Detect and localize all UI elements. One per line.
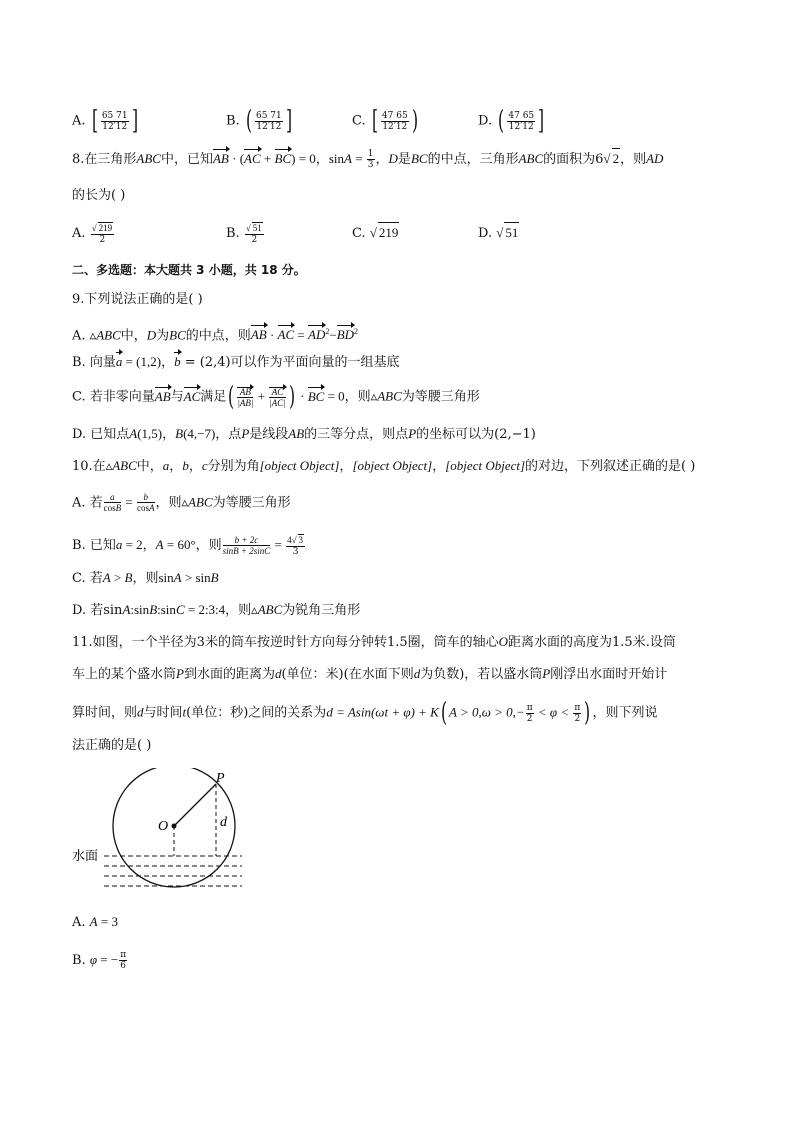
q11-option-b[interactable] — [72, 950, 128, 971]
math: A — [173, 570, 182, 585]
math: ) = 0， — [291, 151, 329, 166]
math: :sin — [130, 602, 150, 617]
math: ABC — [188, 494, 213, 510]
fraction-den: A — [149, 503, 155, 513]
fraction-den: 3 — [292, 547, 299, 557]
math: · — [266, 327, 278, 343]
option-letter: A. — [72, 226, 86, 241]
vector: AB — [213, 149, 229, 169]
triangle-symbol: ▵ — [181, 495, 189, 511]
sqrt: 2 — [612, 148, 621, 169]
section-heading: 二、多选题：本大题共 3 小题，共 18 分。 — [72, 263, 306, 277]
fraction-den: 2 — [251, 235, 258, 245]
text: 为负数)，若以盛水筒 — [420, 667, 543, 682]
fraction-num: AC — [269, 387, 285, 398]
interval-bottom: 12′12 — [256, 121, 282, 132]
math: · — [296, 388, 308, 404]
vector: AC — [278, 325, 295, 345]
option-letter: A. — [72, 915, 90, 930]
sqrt: 51 — [252, 223, 262, 233]
q9-option-a[interactable] — [72, 322, 358, 346]
interval-bracket: [ — [91, 106, 98, 136]
math: = 0，则 — [324, 388, 371, 404]
interval-bracket: ( — [498, 106, 505, 136]
math: = — [294, 327, 309, 343]
text: ，则下列说 — [592, 705, 658, 721]
option-letter: D. — [478, 226, 493, 241]
q11-stem-line3: 算时间，则d与时间t(单位：秒)之间的关系为d = Asin(ωt + φ) + K( A > 0,ω > 0,− $\frac{\pi}{2}$ < φ < $\frac{\pi}{2}$ ) ，则下列说 — [72, 698, 658, 728]
math: d — [274, 666, 282, 681]
text: 到水面的距离为 — [183, 667, 275, 682]
q7-option-b[interactable] — [226, 108, 294, 134]
q10-option-d[interactable] — [72, 600, 360, 621]
vector: b — [174, 352, 181, 372]
triangle-symbol: ▵ — [251, 603, 258, 618]
q9-option-b[interactable] — [72, 352, 400, 373]
text: (单位：米)(在水面下则 — [281, 667, 414, 682]
math: [object Object] — [445, 458, 526, 473]
q11-stem-line4: 法正确的是( ) — [72, 738, 152, 753]
math: ABC — [257, 602, 283, 617]
math: ，则sin — [132, 570, 174, 585]
math: a — [115, 537, 123, 552]
label-o: O — [158, 819, 169, 834]
vector: BC — [275, 149, 292, 169]
fraction-num: AB — [237, 387, 253, 398]
label-d: d — [220, 815, 227, 830]
math: C — [175, 602, 185, 617]
math: P — [241, 426, 250, 441]
vector: BC — [308, 387, 325, 407]
option-letter: C. — [352, 113, 366, 129]
math: = — [271, 537, 286, 552]
fraction-den: 3 — [367, 160, 374, 170]
text: 车上的某个盛水筒 — [72, 667, 177, 682]
q11-stem-line2 — [72, 664, 667, 685]
text: 中，已知 — [160, 152, 213, 167]
math: ABC — [136, 151, 161, 166]
math: c — [201, 458, 208, 473]
math: (1,5)， — [137, 426, 176, 441]
math: = 2:3:4，则 — [184, 602, 252, 617]
exponent: 2 — [325, 327, 330, 336]
math: d — [137, 704, 144, 720]
interval-bottom: 12′12 — [508, 121, 534, 132]
math: + — [260, 151, 275, 166]
fraction-num: 4 — [287, 535, 292, 545]
text: (单位：秒)之间的关系为 — [186, 705, 327, 721]
math: = (1,2)， — [122, 354, 175, 369]
math: ABC — [112, 458, 137, 473]
math: B — [210, 570, 219, 585]
exponent: 2 — [354, 327, 359, 336]
q11-option-a[interactable] — [72, 912, 118, 933]
q7-option-d[interactable] — [478, 108, 546, 134]
math: − — [329, 327, 337, 343]
text: 为锐角三角形 — [282, 603, 361, 618]
math: = 3 — [97, 914, 118, 929]
math: ABC — [377, 388, 402, 404]
option-letter: D. 若sin — [72, 603, 123, 618]
label-p: P — [216, 771, 225, 786]
math: O — [498, 634, 509, 649]
math: a — [162, 458, 170, 473]
text: 的面积为6 — [543, 152, 604, 167]
math: = — [351, 151, 366, 166]
sqrt: 3 — [298, 535, 304, 545]
sqrt: 51 — [504, 222, 519, 243]
q10-option-a[interactable] — [72, 492, 291, 514]
interval-bracket: ] — [538, 106, 545, 136]
vector: AD — [308, 325, 325, 345]
math: = − — [97, 952, 119, 967]
option-letter: A. — [72, 113, 86, 129]
sqrt: 219 — [98, 223, 113, 233]
math: A — [155, 537, 164, 552]
q8-option-c[interactable]: C. √ 219 — [352, 222, 399, 244]
text: 8.在三角形 — [72, 152, 137, 167]
q8-stem: 8.在三角形ABC中，已知AB · (AC + BC) = 0，sinA = $\frac{1}{3}$ ，D是BC的中点，三角形ABC的面积为6√ 2，则AD — [72, 149, 664, 170]
fraction-num: π — [120, 950, 127, 960]
text: 与 — [170, 389, 184, 405]
q10-option-c[interactable] — [72, 568, 219, 589]
math: B — [124, 570, 133, 585]
fraction-den: 2 — [526, 713, 533, 724]
math: [object Object] — [259, 458, 340, 473]
text: 中， — [136, 459, 163, 474]
q10-option-b[interactable]: B. 已知a = 2，A = 60°，则 $\frac{b + 2c}{\sin B + 2\sin C}$ = $\frac{4√ 3}{3}$ — [72, 535, 304, 557]
q8-option-d[interactable]: D. √ 51 — [478, 222, 519, 244]
text: ， — [169, 459, 183, 474]
text: 满足 — [200, 389, 227, 405]
label-water-surface: 水面 — [72, 849, 99, 864]
triangle-symbol: ▵ — [105, 459, 113, 474]
option-letter: B. — [226, 226, 240, 241]
text: 的三等分点，则点 — [304, 427, 409, 442]
water-wheel-figure — [70, 768, 250, 898]
text: 算时间，则 — [72, 705, 138, 721]
interval-top: 65 71 — [101, 110, 128, 121]
math: [object Object] — [352, 458, 433, 473]
math: A — [122, 602, 131, 617]
math: > sin — [181, 570, 211, 585]
option-letter: C. 若非零向量 — [72, 389, 155, 405]
q7-option-c[interactable] — [352, 108, 420, 134]
math: b — [182, 458, 189, 473]
vector: AB — [251, 325, 267, 345]
option-letter: D. — [478, 113, 493, 129]
option-letter: C. 若 — [72, 571, 103, 586]
text: 为 — [156, 328, 170, 344]
math: ABC — [96, 327, 121, 343]
math: ABC — [518, 151, 544, 166]
text: = (2,4)可以作为平面向量的一组基底 — [180, 355, 400, 370]
fraction-num: π — [526, 702, 533, 713]
fraction-den: 2 — [99, 235, 106, 245]
math: A — [129, 426, 138, 441]
interval-top: 47 65 — [508, 110, 535, 121]
math: + — [254, 388, 269, 404]
option-letter: B. — [72, 953, 90, 968]
text: ，则 — [155, 495, 182, 511]
text: 距离水面的高度为1.5米.设筒 — [508, 635, 676, 650]
text: 10.在 — [72, 459, 106, 474]
option-letter: A. — [72, 328, 90, 344]
interval-bottom: 12′12 — [102, 121, 128, 132]
interval-bracket: ( — [245, 106, 252, 136]
math: BC — [410, 151, 428, 166]
radius-line — [174, 784, 216, 826]
triangle-symbol: ▵ — [370, 389, 378, 405]
math: D — [146, 327, 157, 343]
fraction-den: cos — [103, 503, 116, 513]
fraction-num: b + 2c — [223, 535, 271, 546]
text: ， — [432, 459, 446, 474]
math: (4,−7)，点 — [183, 426, 242, 441]
math: A — [102, 570, 111, 585]
math: d — [326, 704, 333, 720]
math: A — [89, 914, 98, 929]
fraction-den: |AB| — [237, 397, 254, 408]
option-letter: A. 若 — [72, 495, 103, 511]
math: P — [408, 426, 417, 441]
text: 的中点，三角形 — [427, 152, 519, 167]
text: ， — [375, 152, 389, 167]
fraction-den: |AC| — [269, 397, 286, 408]
text: 是 — [397, 152, 411, 167]
math: < φ < — [534, 704, 573, 720]
math: AD — [646, 151, 664, 166]
math: = 60°，则 — [163, 537, 222, 552]
fraction-num: π — [574, 702, 581, 713]
fraction-den: cos — [137, 503, 149, 513]
fraction-den: B — [115, 503, 122, 513]
math: BC — [169, 327, 186, 343]
math: D — [388, 151, 398, 166]
q8-option-b[interactable]: B. $\frac{√ 51}{2}$ — [226, 223, 262, 245]
math: AB — [288, 426, 305, 441]
interval-bracket: [ — [371, 106, 378, 136]
text: 是线段 — [249, 427, 289, 442]
text: 的对边，下列叙述正确的是( ) — [525, 459, 696, 474]
q9-option-c[interactable]: C. 若非零向量AB与AC满足( $\frac{AB}{|AB|}$ + $\frac{AC}{|AC|}$ ) · BC = 0，则▵ABC为等腰三角形 — [72, 382, 480, 412]
vector: AC — [244, 149, 261, 169]
text: 中， — [120, 328, 147, 344]
option-letter: B. 向量 — [72, 355, 116, 370]
math: φ — [89, 952, 98, 967]
math: P — [542, 666, 551, 681]
vector: AC — [184, 387, 201, 407]
sqrt: 219 — [378, 222, 400, 243]
interval-bracket: ] — [285, 106, 292, 136]
math: B — [149, 602, 158, 617]
math: sin — [328, 151, 344, 166]
q9-option-d[interactable] — [72, 424, 536, 445]
text: 11.如图，一个半径为3米的筒车按逆时针方向每分钟转1.5圈，筒车的轴心 — [72, 635, 499, 650]
q7-option-a[interactable] — [72, 108, 140, 134]
option-letter: B. 已知 — [72, 538, 116, 553]
fraction-num: a — [104, 492, 122, 503]
fraction-den: 2 — [574, 713, 581, 724]
q8-stem-line2: 的长为( ) — [72, 188, 126, 203]
fraction-den: 6 — [120, 961, 127, 971]
text: ，则 — [620, 152, 647, 167]
q11-stem-line1 — [72, 632, 676, 653]
text: 的坐标可以为(2,−1) — [416, 427, 536, 442]
math: t — [182, 704, 187, 720]
triangle-symbol: ▵ — [89, 328, 97, 344]
q8-option-a[interactable]: A. $\frac{√ 219}{2}$ — [72, 223, 113, 245]
math: B — [175, 426, 184, 441]
q10-stem — [72, 456, 695, 477]
interval-bottom: 12′12 — [382, 121, 408, 132]
math: = 2， — [122, 537, 156, 552]
text: 为等腰三角形 — [212, 495, 291, 511]
math: = Asin(ωt + φ) + K — [332, 704, 439, 720]
text: 为等腰三角形 — [401, 389, 480, 405]
option-letter: C. — [352, 226, 366, 241]
interval-top: 47 65 — [381, 110, 408, 121]
text: 与时间 — [143, 705, 183, 721]
vector: a — [116, 352, 123, 372]
math: :sin — [157, 602, 176, 617]
text: ， — [188, 459, 202, 474]
vector: AB — [155, 387, 171, 407]
interval-bracket: ) — [411, 106, 418, 136]
text: ， — [339, 459, 353, 474]
interval-top: 65 71 — [255, 110, 282, 121]
q9-stem: 9.下列说法正确的是( ) — [72, 292, 203, 307]
fraction-num: b — [137, 492, 155, 503]
math: = — [122, 494, 136, 510]
math: A > 0,ω > 0,− — [448, 704, 525, 720]
vector: BD — [337, 325, 354, 345]
math: · ( — [228, 151, 245, 166]
option-letter: D. 已知点 — [72, 427, 130, 442]
interval-bracket: ] — [131, 106, 138, 136]
fraction-den: sinB + 2sinC — [222, 546, 271, 556]
text: 的中点，则 — [185, 328, 251, 344]
math: d — [413, 666, 421, 681]
math: P — [176, 666, 184, 681]
text: 刚浮出水面时开始计 — [550, 667, 668, 682]
math: A — [343, 151, 352, 166]
text: 分别为角 — [207, 459, 260, 474]
math: > — [110, 570, 125, 585]
fraction-num: 1 — [367, 149, 374, 159]
option-letter: B. — [226, 113, 240, 129]
